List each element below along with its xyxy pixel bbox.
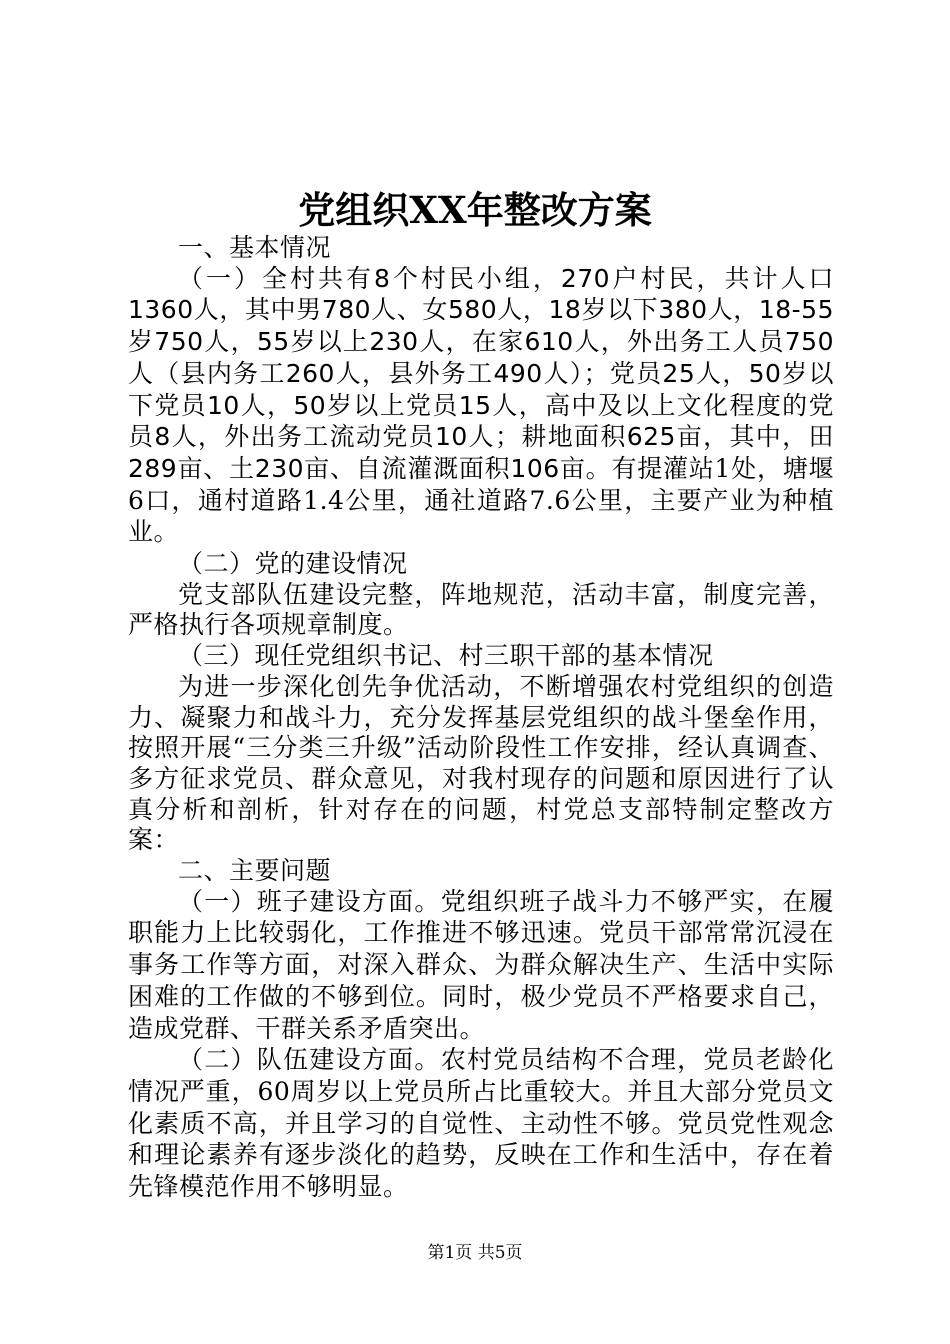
section-heading-problems: 二、主要问题 [178,856,332,886]
team-lead: （二）队伍建设方面。 [178,1045,441,1075]
subheading-party-building: （二）党的建设情况 [178,549,408,579]
leadership-lead: （一）班子建设方面。 [178,886,441,916]
paragraph-cadres: 为进一步深化创先争优活动，不断增强农村党组织的创造力、凝聚力和战斗力，充分发挥基层党组织的战斗堡垒作用，按照开展“三分类三升级”活动阶段性工作安排，经认真调查、多方征求党员、群众意见，对我村现存的问题和原因进行了认真分析和剖析，针对存在的问题，村党总支部特制定整改方案： [128,671,834,855]
team-text: 农村党员结构不合理，党员老龄化情况严重，60周岁以上党员所占比重较大。并且大部分党员文化素质不高，并且学习的自觉性、主动性不够。党员党性观念和理论素养有逐步淡化的趋势，反映在工作和生活中，存在着先锋模范作用不够明显。 [128,1045,834,1202]
paragraph-leadership [128,887,834,1046]
section-heading-basic: 一、基本情况 [178,233,332,262]
page-title: 党组织XX年整改方案 [298,188,652,232]
paragraph-party-building: 党支部队伍建设完整，阵地规范，活动丰富，制度完善，严格执行各项规章制度。 [128,579,834,640]
document-body [128,233,834,1204]
subheading-cadres: （三）现任党组织书记、村三职干部的基本情况 [178,641,714,671]
page-footer: 第1页 共5页 [427,1243,523,1263]
paragraph-team [128,1045,834,1204]
leadership-text: 党组织班子战斗力不够严实，在履职能力上比较弱化，工作推进不够迅速。党员干部常常沉浸在事务工作等方面，对深入群众、为群众解决生产、生活中实际困难的工作做的不够到位。同时，极少党员不严格要求自己，造成党群、干群关系矛盾突出。 [128,886,834,1043]
basic-stats-tail: 有提灌站1处，塘堰6口，通村道路1.4公里，通社道路7.6公里，主要产业为种植业。 [128,453,834,547]
basic-stats-text: （一）全村共有8个村民小组，270户村民，共计人口1360人，其中男780人、女580人，18岁以下380人，18-55岁750人，55岁以上230人，在家610人，外出务工人员750人（县内务工260人，县外务工490人）；党员25人，50岁以下党员10人，50岁以上党员15人，高中及以上文化程度的党员8人，外出务工流动党员10人；耕地面积625亩，其中，田289亩、土230亩、自流灌溉面积106亩。 [128,263,834,483]
paragraph-basic-stats [128,264,834,549]
